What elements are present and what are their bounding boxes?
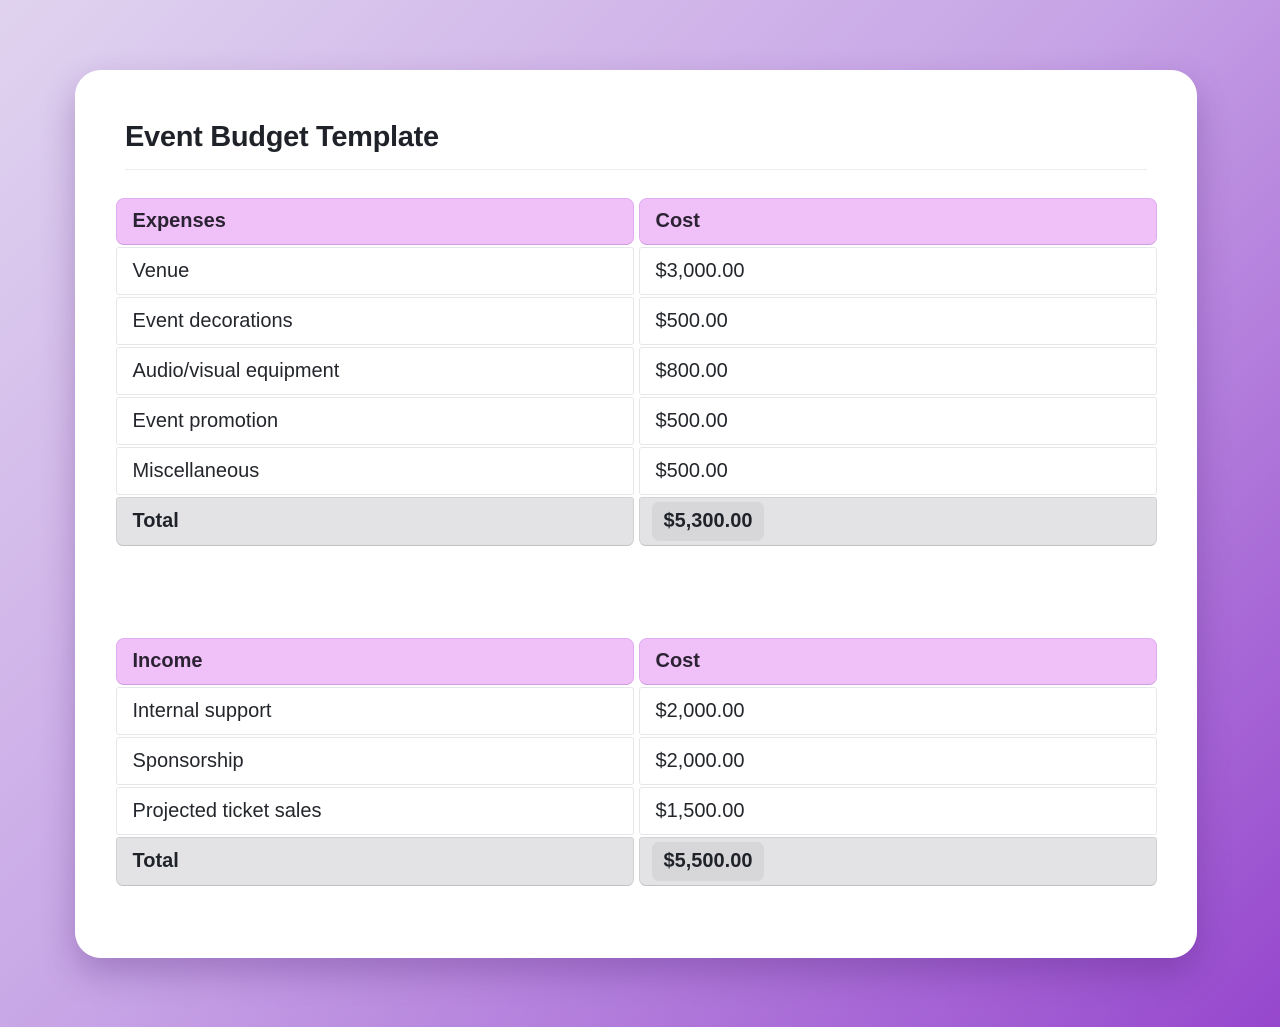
table-row-cost-cell[interactable] [639,787,1157,835]
income-item-cost: $2,000.00 [655,749,745,772]
income-cost-header-label: Cost [655,650,700,672]
expense-item-cost: $3,000.00 [655,259,745,282]
table-row-label-cell[interactable] [116,247,634,295]
table-row-label-cell[interactable] [116,397,634,445]
expense-item-cost: $800.00 [655,359,728,382]
expense-item-label: Event decorations [132,309,293,332]
income-column-header[interactable] [116,638,634,685]
income-total-label: Total [132,850,179,872]
expense-item-label: Miscellaneous [132,459,260,482]
expenses-column-header[interactable] [116,198,634,245]
expense-item-label: Venue [132,259,190,282]
table-row-label-cell[interactable] [116,347,634,395]
expenses-cost-column-header[interactable] [639,198,1157,245]
expenses-cost-header-label: Cost [655,210,700,232]
expenses-table [116,198,1157,546]
income-total-value: $5,500.00 [652,842,765,881]
expense-item-cost: $500.00 [655,459,728,482]
income-total-label-cell[interactable] [116,837,634,886]
table-row-cost-cell[interactable] [639,397,1157,445]
table-row-label-cell[interactable] [116,737,634,785]
income-cost-column-header[interactable] [639,638,1157,685]
expenses-header-label: Expenses [132,210,226,232]
table-row-label-cell[interactable] [116,687,634,735]
table-row-cost-cell[interactable] [639,347,1157,395]
income-item-cost: $1,500.00 [655,799,745,822]
expense-item-cost: $500.00 [655,409,728,432]
expense-item-cost: $500.00 [655,309,728,332]
income-item-label: Projected ticket sales [132,799,322,822]
document-card [75,70,1197,958]
expenses-total-label-cell[interactable] [116,497,634,546]
table-row-cost-cell[interactable] [639,737,1157,785]
table-row-label-cell[interactable] [116,297,634,345]
expense-item-label: Audio/visual equipment [132,359,340,382]
table-row-cost-cell[interactable] [639,447,1157,495]
income-table [116,638,1157,886]
table-row-label-cell[interactable] [116,787,634,835]
table-row-cost-cell[interactable] [639,247,1157,295]
expenses-total-label: Total [132,510,179,532]
table-row-cost-cell[interactable] [639,297,1157,345]
income-total-cost-cell[interactable] [639,837,1157,886]
table-row-cost-cell[interactable] [639,687,1157,735]
title-divider [125,169,1147,170]
expense-item-label: Event promotion [132,409,279,432]
income-item-label: Internal support [132,699,272,722]
table-row-label-cell[interactable] [116,447,634,495]
expenses-total-value: $5,300.00 [652,502,765,541]
income-header-label: Income [132,650,203,672]
income-item-cost: $2,000.00 [655,699,745,722]
expenses-total-cost-cell[interactable] [639,497,1157,546]
income-item-label: Sponsorship [132,749,244,772]
page-title: Event Budget Template [125,121,439,153]
